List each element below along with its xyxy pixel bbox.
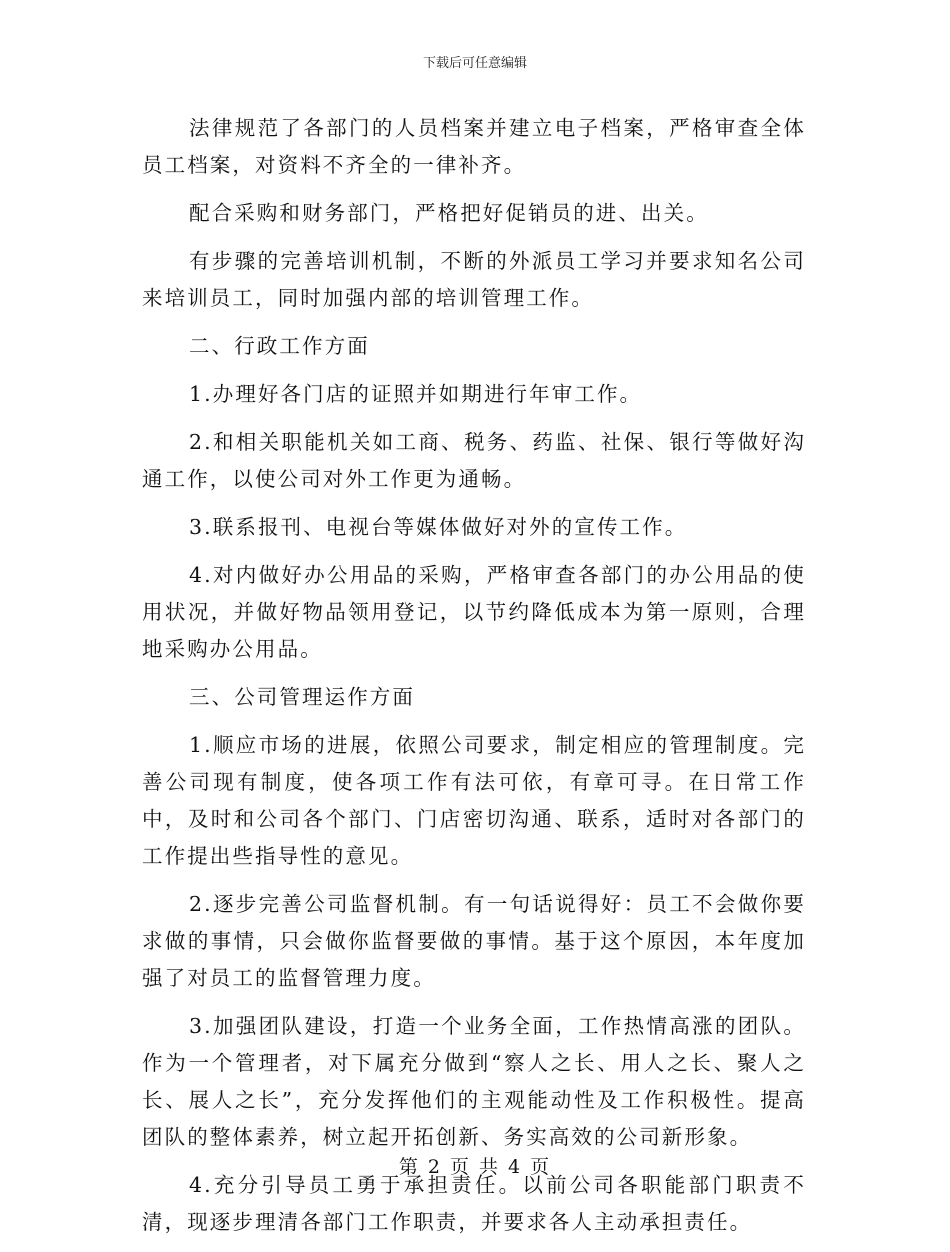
section-heading-administration: 二、行政工作方面 <box>189 334 370 358</box>
paragraph-promoters: 配合采购和财务部门，严格把好促销员的进、出关。 <box>189 201 709 225</box>
paragraph-admin-item-4: 4.对内做好办公用品的采购，严格审查各部门的办公用品的使用状况，并做好物品领用登记，以节约降低成本为第一原则，合理地采购办公用品。 <box>142 563 806 661</box>
paragraph-admin-item-3: 3.联系报刊、电视台等媒体做好对外的宣传工作。 <box>189 515 688 539</box>
header-note: 下载后可任意编辑 <box>422 56 527 71</box>
page-number-footer: 第 2 页 共 4 页 <box>398 1156 552 1178</box>
paragraph-admin-item-2: 2.和相关职能机关如工商、税务、药监、社保、银行等做好沟通工作，以使公司对外工作更为通畅。 <box>142 430 806 491</box>
paragraph-management-item-1: 1.顺应市场的进展，依照公司要求，制定相应的管理制度。完善公司现有制度，使各项工作有法可依，有章可寻。在日常工作中，及时和公司各个部门、门店密切沟通、联系，适时对各部门的工作提出些指导性的意见。 <box>142 733 806 868</box>
document-body <box>142 110 806 1252</box>
paragraph-admin-item-1: 1.办理好各门店的证照并如期进行年审工作。 <box>189 382 643 406</box>
paragraph-management-item-4: 4.充分引导员工勇于承担责任。以前公司各职能部门职责不清，现逐步理清各部门工作职责，并要求各人主动承担责任。 <box>142 1173 806 1234</box>
section-heading-management: 三、公司管理运作方面 <box>189 685 415 709</box>
paragraph-training: 有步骤的完善培训机制，不断的外派员工学习并要求知名公司来培训员工，同时加强内部的培训管理工作。 <box>142 249 806 310</box>
paragraph-management-item-2: 2.逐步完善公司监督机制。有一句话说得好：员工不会做你要求做的事情，只会做你监督要做的事情。基于这个原因，本年度加强了对员工的监督管理力度。 <box>142 892 806 990</box>
paragraph-management-item-3: 3.加强团队建设，打造一个业务全面，工作热情高涨的团队。作为一个管理者，对下属充分做到“察人之长、用人之长、聚人之长、展人之长”，充分发挥他们的主观能动性及工作积极性。提高团队的整体素养，树立起开拓创新、务实高效的公司新形象。 <box>142 1014 806 1149</box>
paragraph-archives: 法律规范了各部门的人员档案并建立电子档案，严格审查全体员工档案，对资料不齐全的一律补齐。 <box>142 116 806 177</box>
